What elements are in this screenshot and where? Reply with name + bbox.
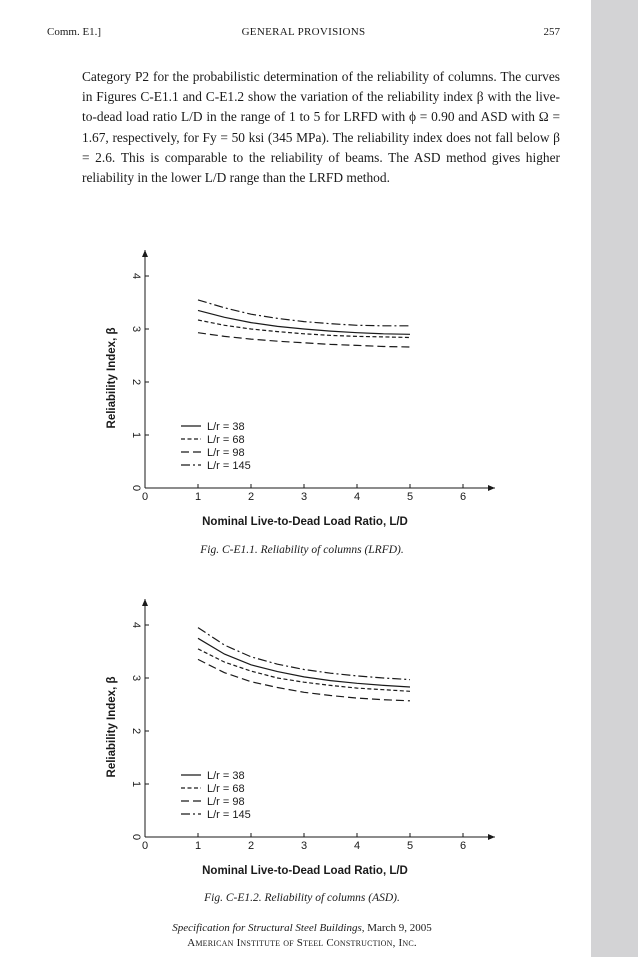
x-tick-label: 6 — [459, 491, 467, 503]
y-tick-label: 2 — [130, 727, 143, 735]
y-tick-label: 3 — [130, 325, 143, 333]
x-tick-label: 5 — [406, 491, 414, 503]
x-axis-title: Nominal Live-to-Dead Load Ratio, L/D — [202, 865, 408, 877]
x-tick-label: 0 — [141, 491, 149, 503]
x-tick-label: 3 — [300, 491, 308, 503]
legend-label-2: L/r = 68 — [207, 783, 245, 795]
series-line-1 — [198, 310, 410, 334]
legend-label-4: L/r = 145 — [207, 809, 251, 821]
figure-lrfd-chart — [95, 238, 515, 538]
footer-date: March 9, 2005 — [367, 922, 432, 934]
x-axis-title: Nominal Live-to-Dead Load Ratio, L/D — [202, 516, 408, 528]
y-tick-label: 2 — [130, 378, 143, 386]
running-title: GENERAL PROVISIONS — [241, 26, 366, 38]
x-axis-arrow — [488, 834, 495, 840]
x-tick-label: 4 — [353, 840, 361, 852]
x-tick-label: 4 — [353, 491, 361, 503]
page-margin-strip — [591, 0, 638, 957]
footer-citation — [82, 921, 522, 936]
asd-reliability-chart — [95, 587, 515, 887]
legend-label-3: L/r = 98 — [207, 796, 245, 808]
footer-publisher: American Institute of Steel Construction, Inc. — [187, 937, 417, 949]
legend-label-4: L/r = 145 — [207, 460, 251, 472]
x-tick-label: 1 — [194, 491, 202, 503]
y-tick-label: 1 — [130, 780, 143, 788]
x-tick-label: 6 — [459, 840, 467, 852]
y-tick-label: 0 — [130, 833, 143, 841]
figure-caption-asd: Fig. C-E1.2. Reliability of columns (ASD). — [204, 892, 400, 904]
series-line-4 — [198, 628, 410, 680]
legend-label-1: L/r = 38 — [207, 421, 245, 433]
series-line-3 — [198, 659, 410, 700]
figure-caption-lrfd: Fig. C-E1.1. Reliability of columns (LRFD). — [200, 544, 404, 556]
page-number: 257 — [543, 26, 560, 38]
y-tick-label: 1 — [130, 431, 143, 439]
x-tick-label: 3 — [300, 840, 308, 852]
body-paragraph: Category P2 for the probabilistic determination of the reliability of columns. The curves in Figures C-E1.1 and C-E1.2 show the variation of the reliability index β with the live-to-dead load ratio L/D in the range of 1 to 5 for LRFD with ϕ = 0.90 and ASD with Ω = 1.67, respectively, for Fy = 50 ksi (345 MPa). The reliability index does not fall below β = 2.6. This is comparable to the reliability of beams. The ASD method gives higher reliability in the lower L/D range than the LRFD method. — [82, 69, 560, 186]
y-axis-title: Reliability Index, β — [106, 327, 118, 429]
series-line-1 — [198, 638, 410, 687]
running-header — [47, 26, 560, 42]
figure-asd-chart — [95, 587, 515, 887]
section-reference: Comm. E1.] — [47, 26, 102, 38]
footer-book-title: Specification for Structural Steel Buildings, — [172, 922, 365, 934]
x-tick-label: 2 — [247, 491, 255, 503]
series-line-3 — [198, 333, 410, 347]
y-axis-arrow — [142, 599, 148, 606]
x-axis-arrow — [488, 485, 495, 491]
y-tick-label: 4 — [130, 272, 143, 280]
y-tick-label: 3 — [130, 674, 143, 682]
x-tick-label: 1 — [194, 840, 202, 852]
legend-label-2: L/r = 68 — [207, 434, 245, 446]
x-tick-label: 2 — [247, 840, 255, 852]
legend-label-1: L/r = 38 — [207, 770, 245, 782]
page-footer — [82, 921, 522, 951]
series-line-4 — [198, 300, 410, 326]
y-axis-arrow — [142, 250, 148, 257]
lrfd-reliability-chart — [95, 238, 515, 538]
y-axis-title: Reliability Index, β — [106, 676, 118, 778]
y-tick-label: 0 — [130, 484, 143, 492]
x-tick-label: 5 — [406, 840, 414, 852]
legend-label-3: L/r = 98 — [207, 447, 245, 459]
y-tick-label: 4 — [130, 621, 143, 629]
x-tick-label: 0 — [141, 840, 149, 852]
